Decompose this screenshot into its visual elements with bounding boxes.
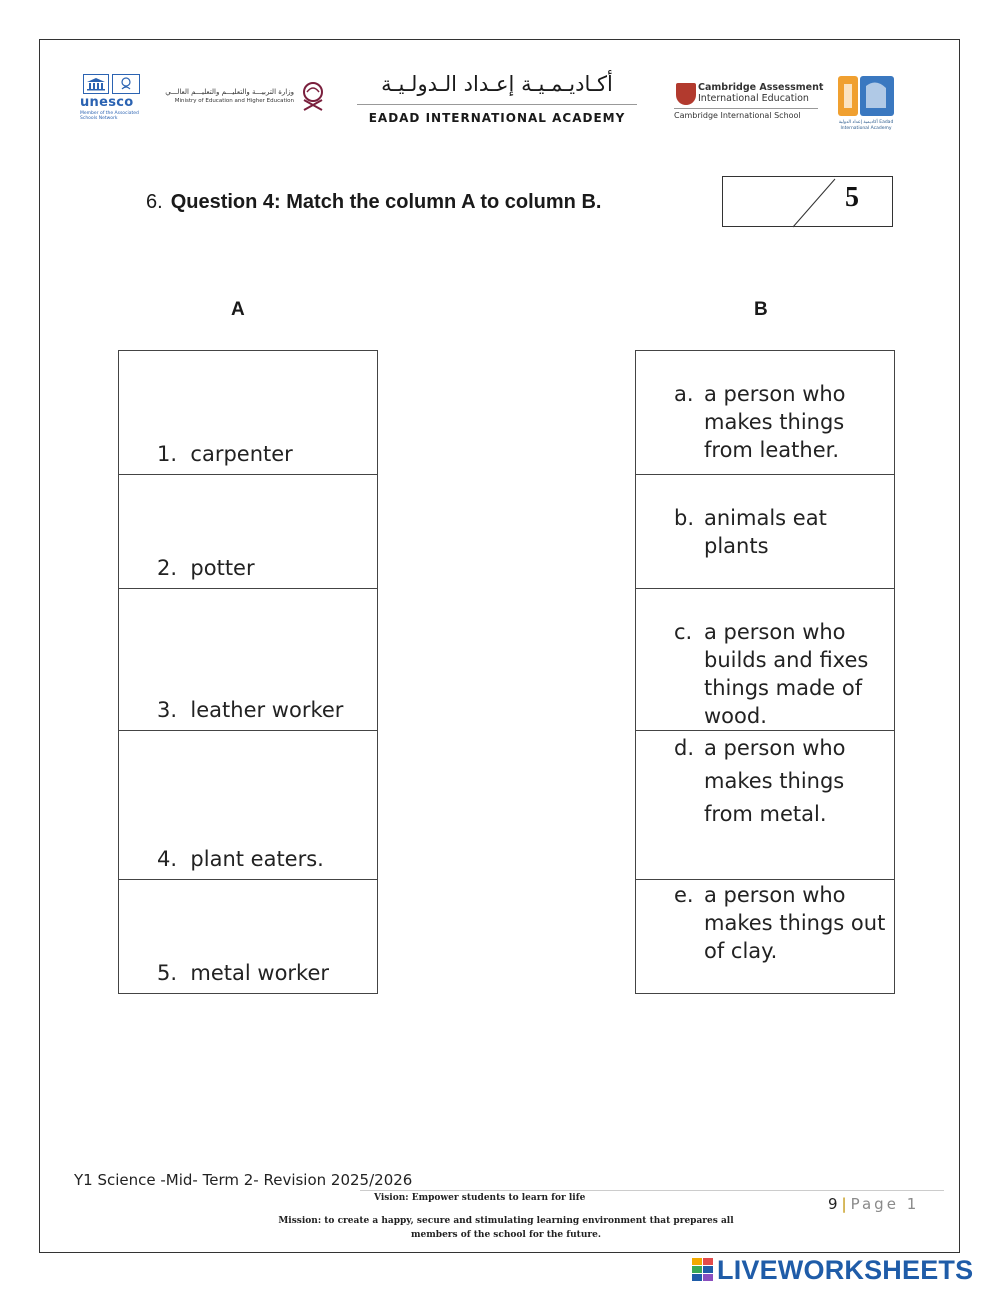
item-label: carpenter: [190, 442, 293, 466]
liveworksheets-wordmark: LIVEWORKSHEETS: [717, 1254, 974, 1285]
item-letter: a.: [674, 382, 694, 406]
aspnet-icon: [112, 74, 140, 94]
item-label: a person who makes things from leather.: [704, 382, 846, 462]
column-b-row[interactable]: [636, 879, 894, 993]
ministry-logo: [164, 80, 330, 114]
footer-mission: Mission: to create a happy, secure and stimulating learning environment that prepares all members of the school for the future.: [278, 1216, 734, 1240]
academy-english-name: EADAD INTERNATIONAL ACADEMY: [368, 111, 626, 125]
item-label: animals eat plants: [704, 506, 827, 558]
liveworksheets-watermark[interactable]: [692, 1253, 973, 1287]
footer-divider: [360, 1190, 944, 1191]
page-number-value: 9: [828, 1195, 838, 1213]
page-separator: |: [841, 1195, 847, 1213]
cambridge-line2: International Education: [698, 93, 809, 104]
item-number: 5.: [157, 961, 178, 985]
item-letter: c.: [674, 620, 693, 644]
unesco-wordmark: unesco: [80, 95, 134, 110]
page-word: Page 1: [850, 1195, 920, 1213]
item-number: 3.: [157, 698, 178, 722]
question-text: Question 4: Match the column A to column B.: [170, 191, 602, 213]
item-letter: d.: [674, 736, 695, 760]
academy-arabic-name: أكـاديـمـيـة إعـداد الـدولـيـة: [381, 72, 613, 96]
column-a-row[interactable]: [119, 351, 377, 474]
academy-header: [352, 70, 642, 136]
item-label: metal worker: [190, 961, 330, 985]
column-a-heading: A: [231, 299, 245, 320]
ministry-arabic: وزارة التربيـــة والتعليـــم والتعليـــم العالـــي: [165, 88, 294, 96]
column-a-row[interactable]: [119, 588, 377, 730]
page-number: [828, 1195, 919, 1213]
academy-divider: [357, 104, 637, 105]
cambridge-shield-icon: [676, 83, 696, 105]
liveworksheets-logo-icon: [692, 1258, 714, 1282]
cambridge-divider: [674, 108, 818, 109]
cambridge-line3: Cambridge International School: [674, 111, 801, 120]
item-label: a person who makes things from metal.: [704, 736, 846, 826]
item-number: 1.: [157, 442, 178, 466]
item-number: 4.: [157, 847, 178, 871]
item-letter: b.: [674, 506, 695, 530]
question-heading: [146, 191, 601, 214]
column-b-row[interactable]: [636, 474, 894, 588]
footer-title: Y1 Science -Mid- Term 2- Revision 2025/2026: [74, 1171, 413, 1189]
eadad-logo: [830, 74, 902, 134]
column-b-heading: B: [754, 299, 768, 320]
score-slash-icon: [723, 177, 894, 228]
column-b-row[interactable]: [636, 730, 894, 879]
question-number: 6.: [146, 191, 163, 213]
ministry-english: Ministry of Education and Higher Education: [174, 98, 294, 104]
cambridge-logo: [674, 80, 824, 124]
item-label: a person who makes things out of clay.: [704, 883, 886, 963]
column-a-row[interactable]: [119, 730, 377, 879]
score-box: [722, 176, 893, 227]
footer-vision: Vision: Empower students to learn for life: [374, 1193, 586, 1203]
item-letter: e.: [674, 883, 694, 907]
item-label: potter: [190, 556, 255, 580]
item-label: a person who builds and fixes things made of wood.: [704, 620, 869, 728]
column-a-row[interactable]: [119, 879, 377, 993]
item-label: plant eaters.: [190, 847, 324, 871]
column-b-row[interactable]: [636, 588, 894, 730]
column-b-row[interactable]: [636, 351, 894, 474]
item-number: 2.: [157, 556, 178, 580]
column-b-table: [635, 350, 895, 994]
unesco-tagline: Member of the Associated Schools Network: [80, 111, 139, 121]
item-label: leather worker: [190, 698, 344, 722]
column-a-table: [118, 350, 378, 994]
score-total: 5: [845, 182, 859, 213]
column-a-row[interactable]: [119, 474, 377, 588]
unesco-temple-icon: [83, 74, 109, 94]
eadad-mark-icon: [836, 74, 896, 120]
unesco-logo: [80, 74, 146, 130]
qatar-emblem-icon: [300, 80, 326, 114]
cambridge-line1: Cambridge Assessment: [698, 82, 824, 93]
eadad-caption: أكاديمية إعداد الدولية Eadad International Academy: [838, 120, 894, 131]
